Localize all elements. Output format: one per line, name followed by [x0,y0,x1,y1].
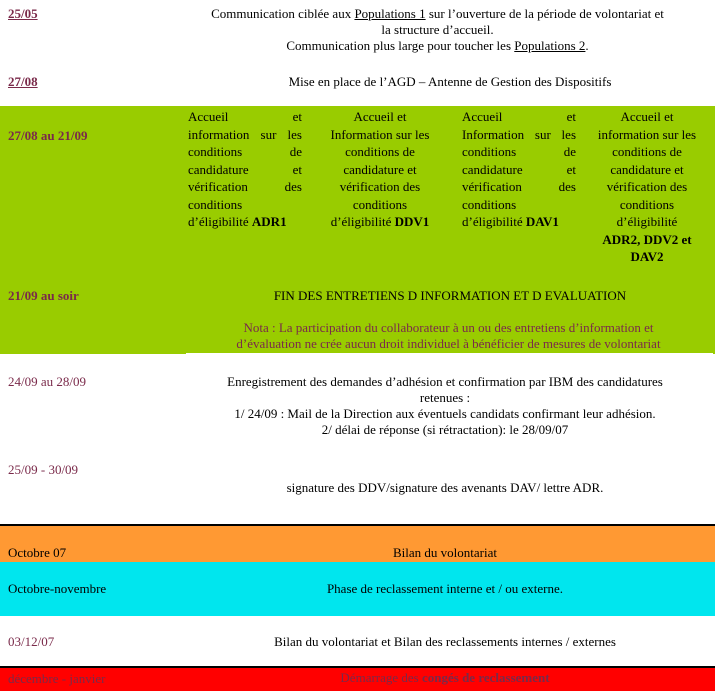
date-label: décembre - janvier [8,671,106,686]
text-line: conditions [462,196,517,212]
text-line: Information sur les [462,126,576,142]
row-text: Phase de reclassement interne et / ou externe. [326,581,564,596]
text-part: Communication ciblée aux [211,6,355,21]
text-part: sur l’ouverture de la période de volontariat et [425,6,664,21]
text-line: retenues : [419,390,471,405]
row-text: Bilan du volontariat [393,545,497,560]
green-block [0,106,715,354]
text-part: Communication plus large pour toucher les [286,38,515,53]
code-label: DDV1 [394,214,430,229]
text-line: vérification des [188,179,302,194]
text-line: conditions [352,196,408,212]
populations-1-link: Populations 1 [354,6,426,21]
text-line: 2/ délai de réponse (si rétractation): le 28/09/07 [321,422,569,437]
text-line: conditions de [345,144,415,159]
nota-text [186,320,711,352]
date-label: 27/08 [8,74,38,89]
text-line: vérification des [462,179,576,194]
text-line: Information sur les [330,126,430,142]
end-interviews-title: FIN DES ENTRETIENS D INFORMATION ET D EVALUATION [273,288,627,303]
text-line: information sur les [597,126,697,142]
row-27-08 [0,68,715,104]
code-label: ADR2, DDV2 et [602,231,692,247]
row-24-09 [0,354,715,454]
code-label: DAV1 [525,214,559,229]
date-label: 27/08 au 21/09 [8,128,88,143]
text-line: vérification des [606,179,688,194]
adr1-column [188,108,302,231]
text-line: Accueil et [353,109,407,124]
row-octobre-novembre [0,562,715,616]
date-label: 03/12/07 [8,634,55,649]
adr2-ddv2-dav2-column [590,108,704,266]
row-text: Bilan du volontariat et Bilan des reclassements internes / externes [274,634,616,649]
text-part: d’éligibilité [330,214,395,229]
row-25-05 [0,0,715,68]
text-line: candidature et [188,161,302,177]
code-label: ADR1 [251,214,287,229]
text-line: conditions de [188,144,302,159]
text-line: conditions [619,196,675,212]
row-decembre-janvier [0,668,715,691]
text-part: d’éligibilité [188,214,252,229]
text-line: Accueil et [620,109,674,124]
row-text [160,6,715,54]
row-text: Mise en place de l’AGD – Antenne de Gestion des Dispositifs [288,74,612,89]
date-label: 25/09 - 30/09 [8,462,79,477]
text-line: Accueil et [462,109,576,124]
text-line: d’éligibilité [616,214,678,229]
ddv1-column [323,108,437,231]
date-label: 21/09 au soir [8,288,79,303]
text-line: 1/ 24/09 : Mail de la Direction aux éventuels candidats confirmant leur adhésion. [234,406,656,421]
text-line: d’évaluation ne crée aucun droit individuel à bénéficier de mesures de volontariat [236,336,661,351]
date-label: 24/09 au 28/09 [8,374,86,389]
text-line: vérification des [339,179,421,194]
row-octobre-07 [0,526,715,562]
date-label: Octobre 07 [8,545,67,560]
date-label: 25/05 [8,6,38,21]
row-text [200,670,690,686]
populations-2-link: Populations 2 [514,38,586,53]
date-label: Octobre-novembre [8,581,107,596]
text-line: conditions de [462,144,576,159]
text-part: Démarrage des [340,670,422,685]
dav1-column [462,108,576,231]
text-line: Nota : La participation du collaborateur à un ou des entretiens d’information et [243,320,654,335]
row-text [180,374,710,438]
text-line: conditions de [612,144,682,159]
text-part: congés de reclassement [422,670,550,685]
text-line: information sur les [188,126,302,142]
text-line: la structure d’accueil. [381,22,494,37]
text-line: candidature et [610,161,684,177]
row-text: signature des DDV/signature des avenants DAV/ lettre ADR. [286,480,604,495]
text-line: Accueil et [188,109,302,124]
text-line: candidature et [462,161,576,177]
text-part: . [585,38,589,53]
text-line: candidature et [343,161,417,177]
code-label: DAV2 [630,249,664,264]
text-line: Enregistrement des demandes d’adhésion et confirmation par IBM des candidatures [227,374,663,389]
row-25-09 [0,454,715,524]
row-03-12-07 [0,616,715,666]
text-part: d’éligibilité [462,214,526,229]
text-line: conditions [188,196,243,212]
